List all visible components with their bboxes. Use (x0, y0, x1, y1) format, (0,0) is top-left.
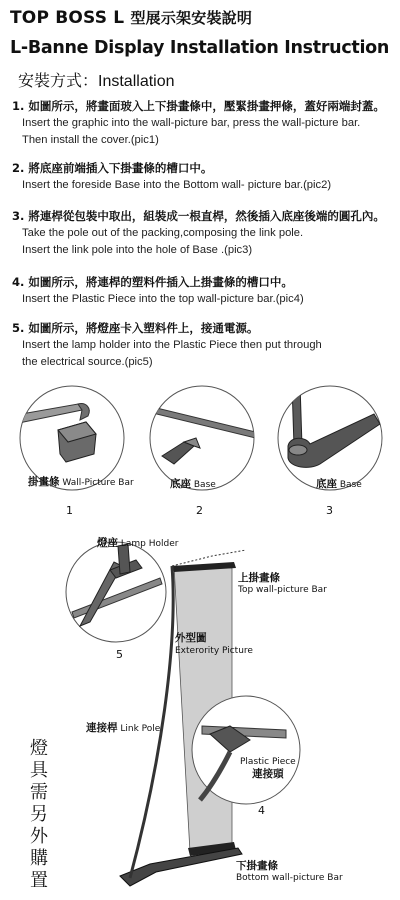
bottom-bar-label: 下掛畫條 Bottom wall-picture Bar (236, 860, 343, 883)
pic3-caption: 底座 Base (316, 478, 362, 490)
pic2-number: 2 (196, 504, 203, 517)
step-4: 4. 如圖所示，將連桿的塑料件插入上掛畫條的槽口中。 Insert the Plastic Piece into the top wall-picture bar.(pic4) (12, 275, 304, 305)
english-title: L-Banne Display Installation Instruction (10, 38, 390, 58)
step-5: 5. 如圖所示，將燈座卡入塑料件上，接通電源。 Insert the lamp holder into the Plastic Piece then put through the electrical source.(pic5) (12, 321, 322, 368)
pic1-number: 1 (66, 504, 73, 517)
pic3-number: 3 (326, 504, 333, 517)
pic4-number: 4 (258, 804, 265, 817)
installation-heading: 安裝方式：Installation (18, 71, 175, 90)
step-3: 3. 將連桿從包裝中取出，組裝成一根直桿，然後插入底座後端的圓孔內。 Take the pole out of the packing,composing the link pole. Insert the link pole into the hole of Base .(pic3) (12, 209, 385, 256)
brand-title: TOP BOSS L 型展示架安裝說明 (10, 8, 253, 28)
top-bar-label: 上掛畫條 Top wall-picture Bar (238, 572, 327, 595)
pic2-caption: 底座 Base (170, 478, 216, 490)
pic5-number: 5 (116, 648, 123, 661)
lamp-sold-separately-note: 燈具需另外購置 (30, 738, 48, 891)
step-2: 2. 將底座前端插入下掛畫條的槽口中。 Insert the foreside Base into the Bottom wall- picture bar.(pic2) (12, 161, 332, 191)
plastic-piece-label: Plastic Piece 連接頭 (240, 757, 296, 780)
exterior-picture-label: 外型圖 Exterority Picture (175, 632, 253, 656)
pic1-caption: 掛畫條 Wall-Picture Bar (28, 476, 134, 488)
link-pole-label: 連接桿 Link Pole (86, 722, 161, 734)
lamp-holder-label: 燈座 Lamp Holder (97, 537, 179, 549)
step-1: 1. 如圖所示，將畫面玻入上下掛畫條中，壓緊掛畫押條，蓋好兩端封蓋。 Insert the graphic into the wall-picture bar, press the wall-picture bar. Then install the cover.(pic1) (12, 99, 385, 146)
